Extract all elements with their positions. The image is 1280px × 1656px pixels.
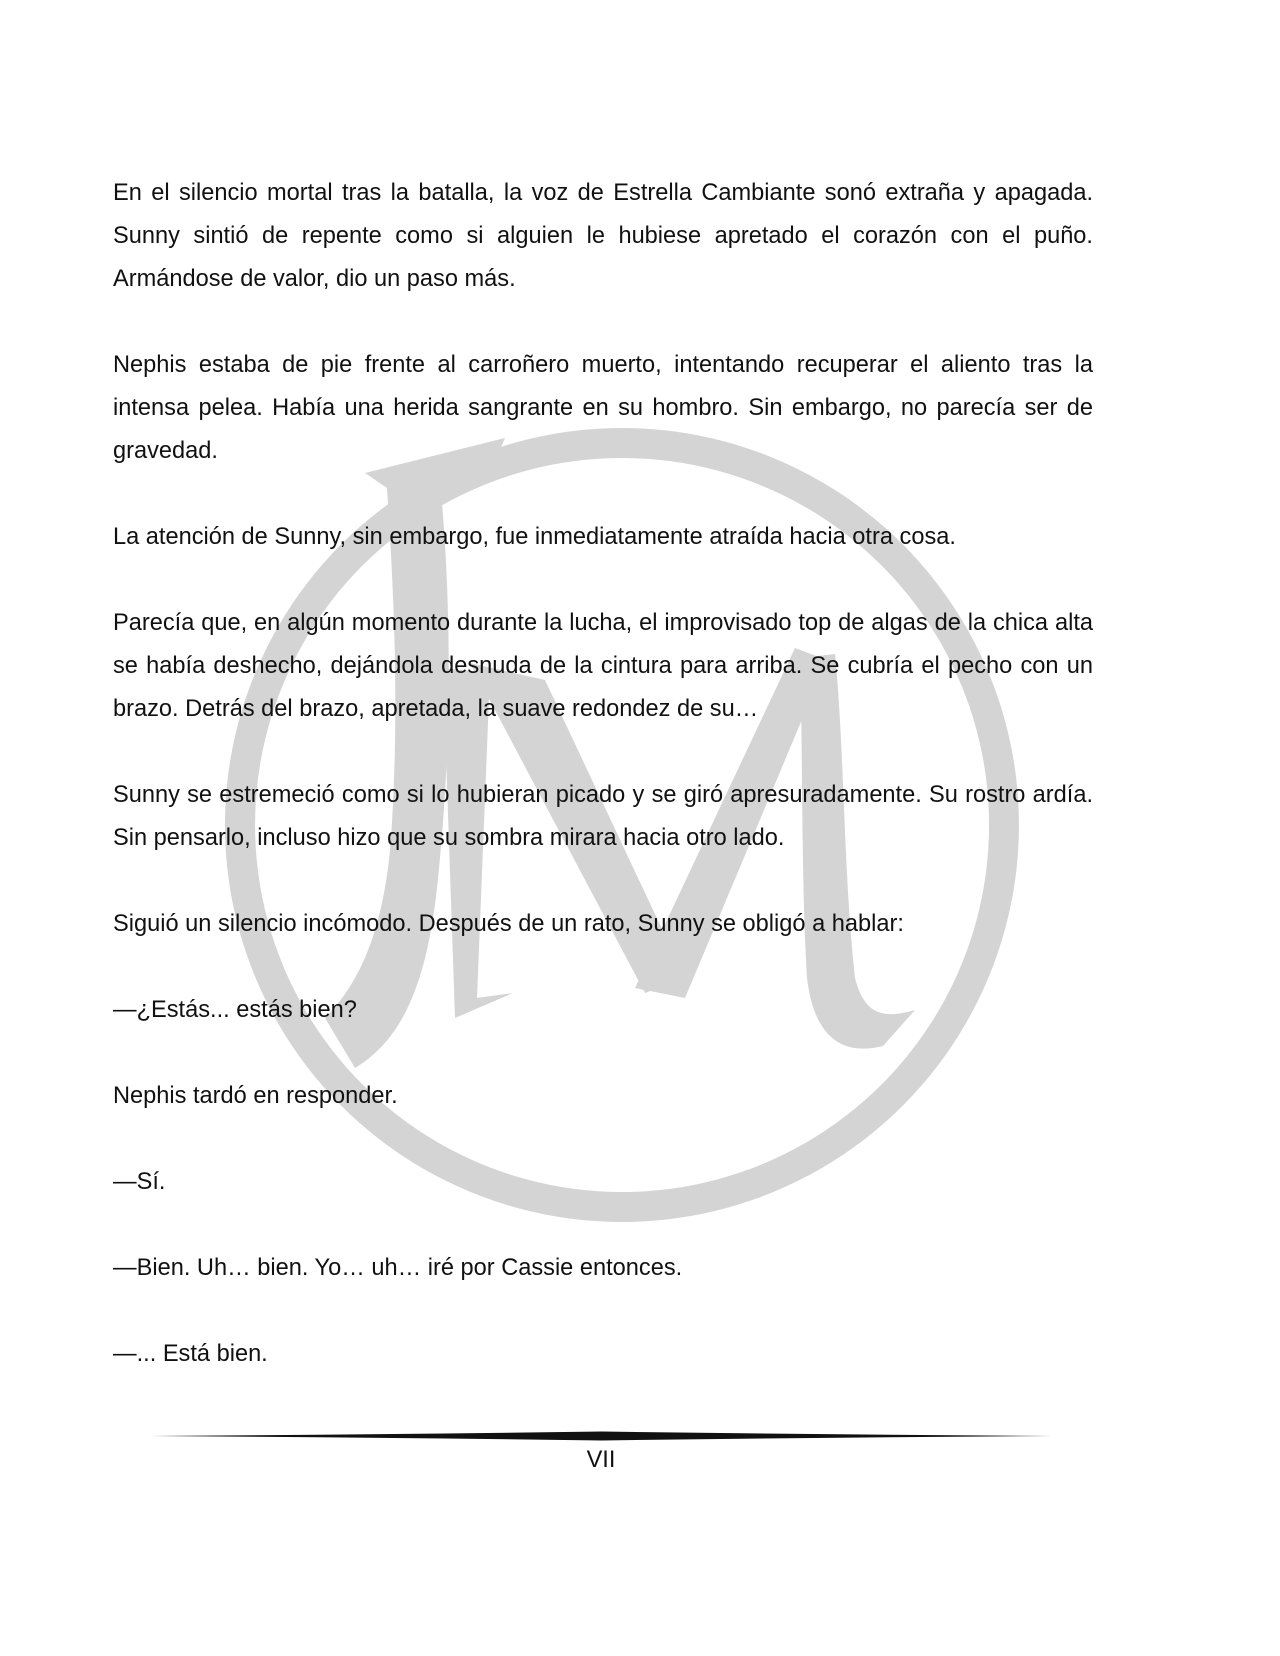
paragraph: Siguió un silencio incómodo. Después de un rato, Sunny se obligó a hablar: (113, 911, 904, 937)
paragraph: Sunny se estremeció como si lo hubieran picado y se giró apresuradamente. Su rostro ardía. Sin pensarlo, incluso hizo que su sombra mirara hacia otro lado. (113, 782, 1093, 851)
document-body (113, 172, 1093, 1419)
page-number: VII (586, 1447, 616, 1473)
paragraph: Parecía que, en algún momento durante la lucha, el improvisado top de algas de la chica alta se había deshecho, dejándola desnuda de la cintura para arriba. Se cubría el pecho con un brazo. Detrás del brazo, apretada, la suave redondez de su… (113, 610, 1093, 722)
dialogue-line: —... Está bien. (113, 1341, 268, 1367)
paragraph: Nephis estaba de pie frente al carroñero muerto, intentando recuperar el aliento tras la intensa pelea. Había una herida sangrante en su hombro. Sin embargo, no parecía ser de gravedad. (113, 352, 1093, 464)
paragraph: Nephis tardó en responder. (113, 1083, 398, 1109)
paragraph: La atención de Sunny, sin embargo, fue inmediatamente atraída hacia otra cosa. (113, 524, 956, 550)
footer-divider (152, 1431, 1052, 1441)
dialogue-line: —Bien. Uh… bien. Yo… uh… iré por Cassie entonces. (113, 1255, 683, 1281)
dialogue-line: —Sí. (113, 1169, 166, 1195)
paragraph: En el silencio mortal tras la batalla, la voz de Estrella Cambiante sonó extraña y apagada. Sunny sintió de repente como si alguien le hubiese apretado el corazón con el puño. Armándose de valor, dio un paso más. (113, 180, 1093, 292)
dialogue-line: —¿Estás... estás bien? (113, 997, 357, 1023)
